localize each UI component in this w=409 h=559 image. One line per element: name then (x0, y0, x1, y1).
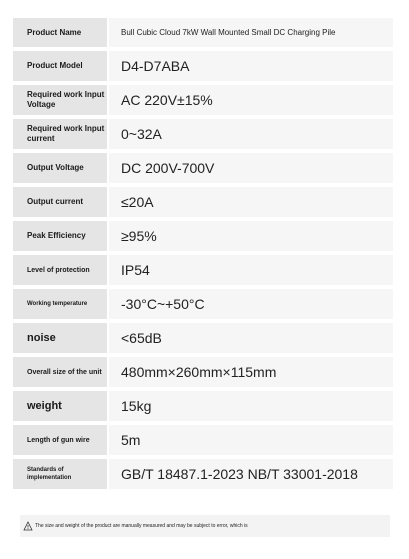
spec-row-output-current (13, 187, 393, 217)
spec-row-input-current (13, 119, 393, 149)
spec-label: Working temperature (13, 289, 107, 319)
spec-table (13, 18, 393, 493)
spec-value: 0~32A (109, 119, 393, 149)
spec-value: AC 220V±15% (109, 85, 393, 115)
spec-label: Product Name (13, 18, 107, 47)
spec-label: Output Voltage (13, 153, 107, 183)
spec-row-weight (13, 391, 393, 421)
spec-value: Bull Cubic Cloud 7kW Wall Mounted Small DC Charging Pile (109, 18, 393, 47)
spec-row-protection (13, 255, 393, 285)
spec-value: 15kg (109, 391, 393, 421)
spec-row-noise (13, 323, 393, 353)
spec-value: -30°C~+50°C (109, 289, 393, 319)
spec-label: Level of protection (13, 255, 107, 285)
spec-row-overall-size (13, 357, 393, 387)
spec-row-output-voltage (13, 153, 393, 183)
spec-row-product-model (13, 51, 393, 81)
spec-label: Product Model (13, 51, 107, 81)
footnote (20, 515, 390, 537)
spec-value: D4-D7ABA (109, 51, 393, 81)
spec-label: Overall size of the unit (13, 357, 107, 387)
spec-row-product-name (13, 18, 393, 47)
spec-row-working-temperature (13, 289, 393, 319)
spec-value: DC 200V-700V (109, 153, 393, 183)
spec-row-gun-wire-length (13, 425, 393, 455)
spec-value: 5m (109, 425, 393, 455)
spec-label: Peak Efficiency (13, 221, 107, 251)
spec-label: Output current (13, 187, 107, 217)
spec-row-peak-efficiency (13, 221, 393, 251)
spec-label: Standards of implementation (13, 459, 107, 489)
spec-label: Required work Input current (13, 119, 107, 149)
spec-row-standards (13, 459, 393, 489)
warning-icon (23, 521, 33, 531)
spec-value: GB/T 18487.1-2023 NB/T 33001-2018 (109, 459, 393, 489)
spec-row-input-voltage (13, 85, 393, 115)
spec-label: weight (13, 391, 107, 421)
spec-value: ≥95% (109, 221, 393, 251)
spec-value: <65dB (109, 323, 393, 353)
spec-label: noise (13, 323, 107, 353)
spec-value: IP54 (109, 255, 393, 285)
spec-label: Length of gun wire (13, 425, 107, 455)
spec-value: 480mm×260mm×115mm (109, 357, 393, 387)
footnote-text: The size and weight of the product are manually measured and may be subject to error, which is (35, 523, 248, 529)
spec-value: ≤20A (109, 187, 393, 217)
spec-label: Required work Input Voltage (13, 85, 107, 115)
